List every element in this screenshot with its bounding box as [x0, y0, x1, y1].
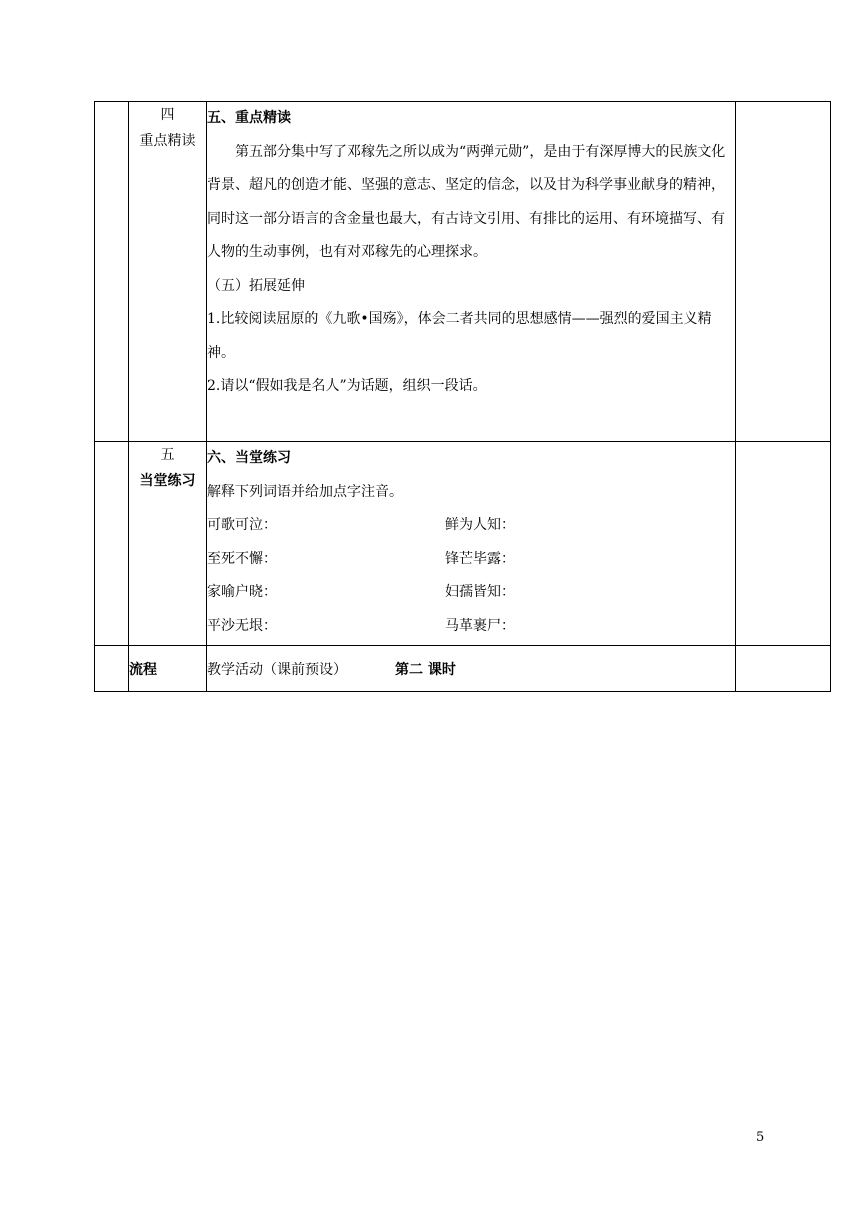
notes-cell: [736, 102, 831, 442]
notes-cell: [736, 646, 831, 692]
flow-label: 流程: [129, 646, 207, 692]
vocab-item: 妇孺皆知：: [445, 584, 515, 600]
vocab-grid: [207, 509, 735, 643]
flow-content-cell: [207, 646, 736, 692]
activity-label: 教学活动（课前预设）: [207, 661, 347, 678]
vocab-item: 马革裹尸：: [445, 617, 515, 634]
table-row-flow: [95, 646, 831, 692]
vocab-item: 至死不懈：: [207, 550, 277, 567]
section-title: 六、当堂练习: [207, 450, 291, 466]
lesson-plan-table: [94, 101, 831, 692]
vocab-item: 锋芒毕露：: [445, 550, 515, 567]
table-row-practice: [95, 442, 831, 646]
edge-cell: [95, 442, 129, 646]
vocab-item: 可歌可泣：: [207, 517, 277, 533]
extension-item-1: 1.比较阅读屈原的《九歌•国殇》，体会二者共同的思想感情——强烈的爱国主义精神。: [207, 311, 712, 361]
edge-cell: [95, 646, 129, 692]
reading-paragraph: 第五部分集中写了邓稼先之所以成为“两弹元勋”，是由于有深厚博大的民族文化背景、超凡的创造才能、坚强的意志、坚定的信念，以及甘为科学事业献身的精神，同时这一部分语言的含金量也最大，有古诗文引用、有排比的运用、有环境描写、有人物的生动事例，也有对邓稼先的心理探求。: [207, 143, 726, 260]
table-row-key-reading: [95, 102, 831, 442]
vocab-item: 平沙无垠：: [207, 617, 277, 634]
page-number: 5: [756, 1130, 765, 1145]
edge-cell: [95, 102, 129, 442]
notes-cell: [736, 442, 831, 646]
section-title: 五、重点精读: [207, 110, 291, 126]
stage-name: 重点精读: [139, 133, 196, 149]
content-cell-key-reading: [207, 102, 736, 442]
vocab-item: 家喻户晓：: [207, 584, 277, 600]
stage-number: 四: [160, 107, 175, 123]
vocab-item: 鲜为人知：: [445, 517, 515, 533]
lesson-number: 第二 课时: [395, 661, 456, 678]
content-cell-practice: [207, 442, 736, 646]
stage-label-cell: [129, 102, 207, 442]
practice-instruction: 解释下列词语并给加点字注音。: [207, 483, 403, 500]
stage-number: 五: [160, 447, 175, 463]
extension-title: （五）拓展延伸: [207, 277, 305, 294]
stage-name: 当堂练习: [139, 473, 196, 489]
extension-item-2: 2.请以“假如我是名人”为话题，组织一段话。: [207, 378, 487, 394]
stage-label-cell: [129, 442, 207, 646]
